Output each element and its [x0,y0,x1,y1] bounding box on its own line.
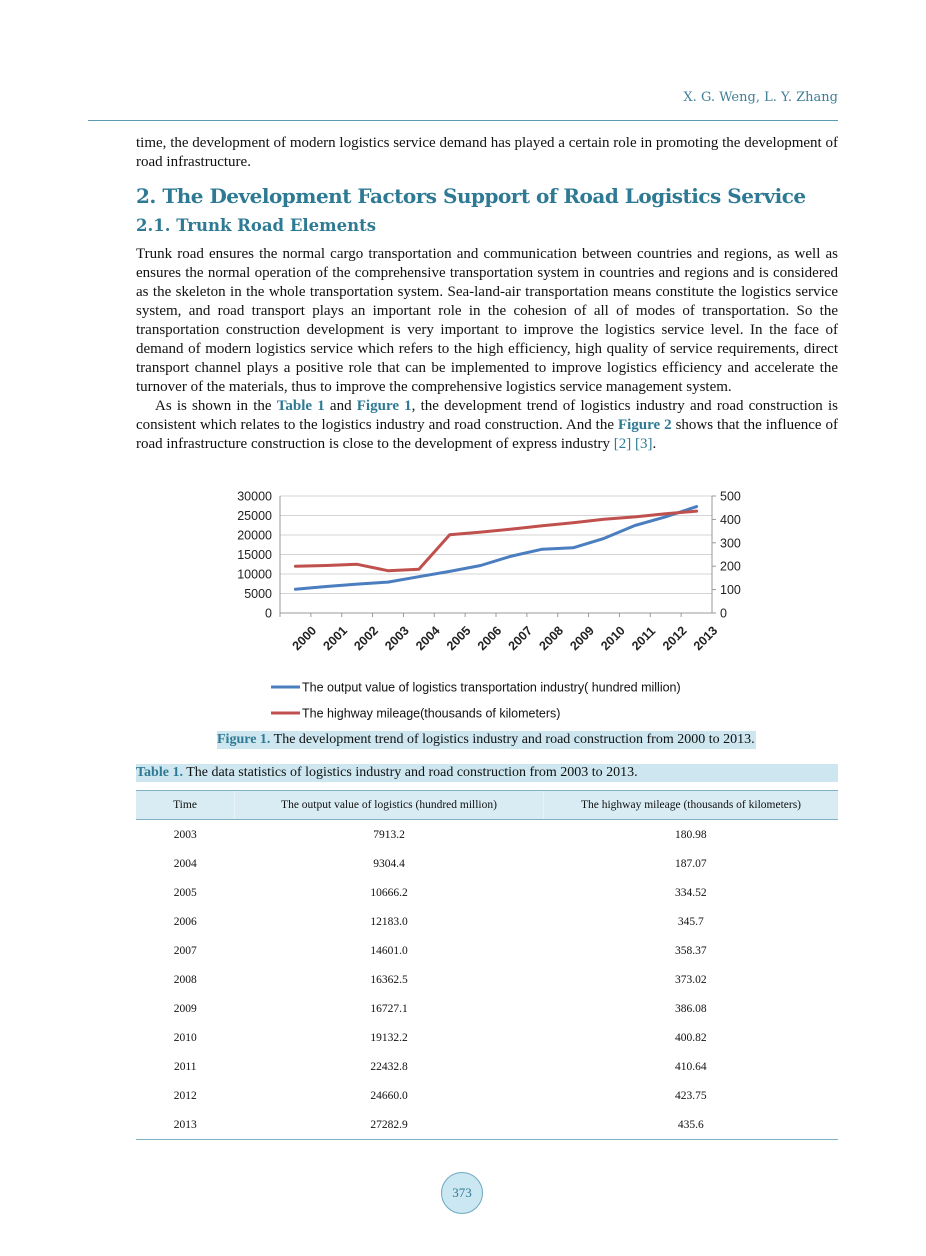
para2-text-3: , the development trend of logistics industry and road construction is consistent which relates to the logistics industry and road construction. And the [136,398,838,433]
table-cell: 345.7 [677,915,704,928]
y-left-tick-label: 0 [265,606,272,621]
x-tick-label: 2011 [629,624,659,654]
y-right-tick-label: 300 [720,536,741,551]
table-cell: 2007 [173,944,197,957]
table-header-row [136,791,838,820]
series-line-logistics-output [295,507,696,590]
x-tick-label: 2009 [567,623,597,654]
x-tick-label: 2003 [382,623,412,654]
para2-text-4: shows that the influence of road infrastructure construction is close to the development of express industry [136,417,838,452]
table-cell: 12183.0 [370,915,408,928]
figure-caption-text: The development trend of logistics industry and road construction from 2000 to 2013. [270,732,755,747]
y-left-tick-label: 5000 [244,587,272,601]
header-rule [88,120,838,121]
table-cell: 386.08 [674,1002,707,1015]
table-cell: 435.6 [544,1110,839,1140]
table-cell: 7913.2 [373,828,405,841]
para2-text-5: . [652,436,657,452]
table-cell: 2006 [173,915,197,928]
table-cell: 10666.2 [370,886,408,899]
table-cell: 334.52 [674,886,707,899]
table-cell: 187.07 [674,857,707,870]
table-row [136,1081,838,1110]
y-right-tick-label: 500 [720,489,741,504]
table-cell: 19132.2 [370,1031,408,1044]
y-right-tick-label: 0 [720,606,727,621]
table-1-caption [136,764,838,782]
table-row [136,878,838,907]
paragraph-1: Trunk road ensures the normal cargo transportation and communication between countries and regions, as well as ensures the normal operation of the comprehensive transportation system in countries and regions and is considered as the skeleton in the whole transportation system. Sea-land-air transportation means constitute the logistics service system, and road transport plays an important role in the cohesion of all of modes of transportation. So the transportation construction development is very important to improve the logistics service level. In the face of demand of modern logistics service which refers to the high efficiency, high quality of service requirements, direct transport channel plays a positive role that can be implemented to improve logistics efficiency and accelerate the turnover of the materials, thus to improve the comprehensive logistics service management system. [136,246,838,395]
table-cell: 400.82 [674,1031,707,1044]
figure-caption-label: Figure 1. [217,732,271,747]
y-right-tick-label: 200 [720,559,741,574]
figure-2-link[interactable]: Figure 2 [617,417,672,433]
x-tick-label: 2005 [443,623,474,654]
para2-text-2: and [324,398,357,414]
table-row [136,1023,838,1052]
table-row [136,965,838,994]
table-cell: 2008 [173,973,197,986]
table-1-link[interactable]: Table 1 [276,398,325,414]
table-caption-text: The data statistics of logistics industry and road construction from 2003 to 2013. [182,765,638,780]
table-caption-label: Table 1. [136,765,183,780]
table-cell: 9304.4 [373,857,405,870]
x-tick-label: 2008 [536,623,567,654]
table-cell: 373.02 [674,973,707,986]
table-header-cell: Time [136,791,235,820]
table-cell: 24660.0 [370,1089,408,1102]
x-tick-label: 2001 [320,623,351,654]
table-cell: 16362.5 [370,973,408,986]
y-left-tick-label: 10000 [237,567,272,582]
intro-text: time, the development of modern logistics service demand has played a certain role in promoting the development of road infrastructure. [136,135,838,170]
y-left-tick-label: 15000 [237,548,272,562]
table-cell: 14601.0 [370,944,408,957]
table-cell: 22432.8 [370,1060,408,1073]
table-row [136,1052,838,1081]
table-cell: 423.75 [674,1089,707,1102]
table-cell: 16727.1 [370,1002,408,1015]
x-tick-label: 2006 [474,623,505,654]
table-cell: 180.98 [674,828,707,841]
paragraph-2 [136,397,838,454]
table-cell: 2013 [136,1110,235,1140]
x-tick-label: 2002 [351,623,381,654]
legend-label: The highway mileage(thousands of kilometers) [302,706,561,721]
x-tick-label: 2012 [659,623,690,654]
table-row [136,994,838,1023]
table-cell: 2012 [173,1089,197,1102]
citation-link[interactable]: [2] [3] [613,436,653,452]
table-row [136,849,838,878]
table-cell: 2010 [173,1031,197,1044]
x-tick-label: 2007 [505,623,536,654]
intro-paragraph [136,134,838,172]
section-heading: 2. The Development Factors Support of Road Logistics Service [136,184,806,208]
table-cell: 2003 [173,828,197,841]
table-cell: 2005 [173,886,197,899]
page-number: 373 [441,1172,483,1214]
body-text [136,245,838,454]
data-table [136,790,838,1140]
table-cell: 410.64 [674,1060,707,1073]
x-tick-label: 2004 [413,623,443,654]
subsection-heading: 2.1. Trunk Road Elements [136,216,377,235]
y-right-tick-label: 400 [720,512,741,527]
x-tick-label: 2000 [289,623,320,654]
table-cell: 2004 [173,857,197,870]
para2-text-1: As is shown in the [155,398,277,414]
table-body [136,820,838,1140]
x-tick-label: 2010 [598,623,628,654]
figure-1-caption [217,731,756,749]
table-cell: 2011 [173,1060,197,1073]
table-row [136,1110,838,1140]
table-row [136,820,838,850]
legend-label: The output value of logistics transportation industry( hundred million) [302,680,681,695]
x-tick-label: 2013 [690,623,721,654]
figure-1-link[interactable]: Figure 1 [356,398,412,414]
table-row [136,907,838,936]
table-header-cell: The output value of logistics (hundred million) [235,791,544,820]
y-left-tick-label: 30000 [237,489,272,504]
table-cell: 358.37 [674,944,707,957]
figure-1-chart [216,484,756,724]
running-head-authors: X. G. Weng, L. Y. Zhang [683,90,838,105]
table-header-cell: The highway mileage (thousands of kilometers) [544,791,839,820]
y-right-tick-label: 100 [720,583,741,598]
table-cell: 2009 [173,1002,197,1015]
table-row [136,936,838,965]
y-left-tick-label: 25000 [237,509,272,523]
table-cell: 27282.9 [235,1110,544,1140]
y-left-tick-label: 20000 [237,528,272,543]
